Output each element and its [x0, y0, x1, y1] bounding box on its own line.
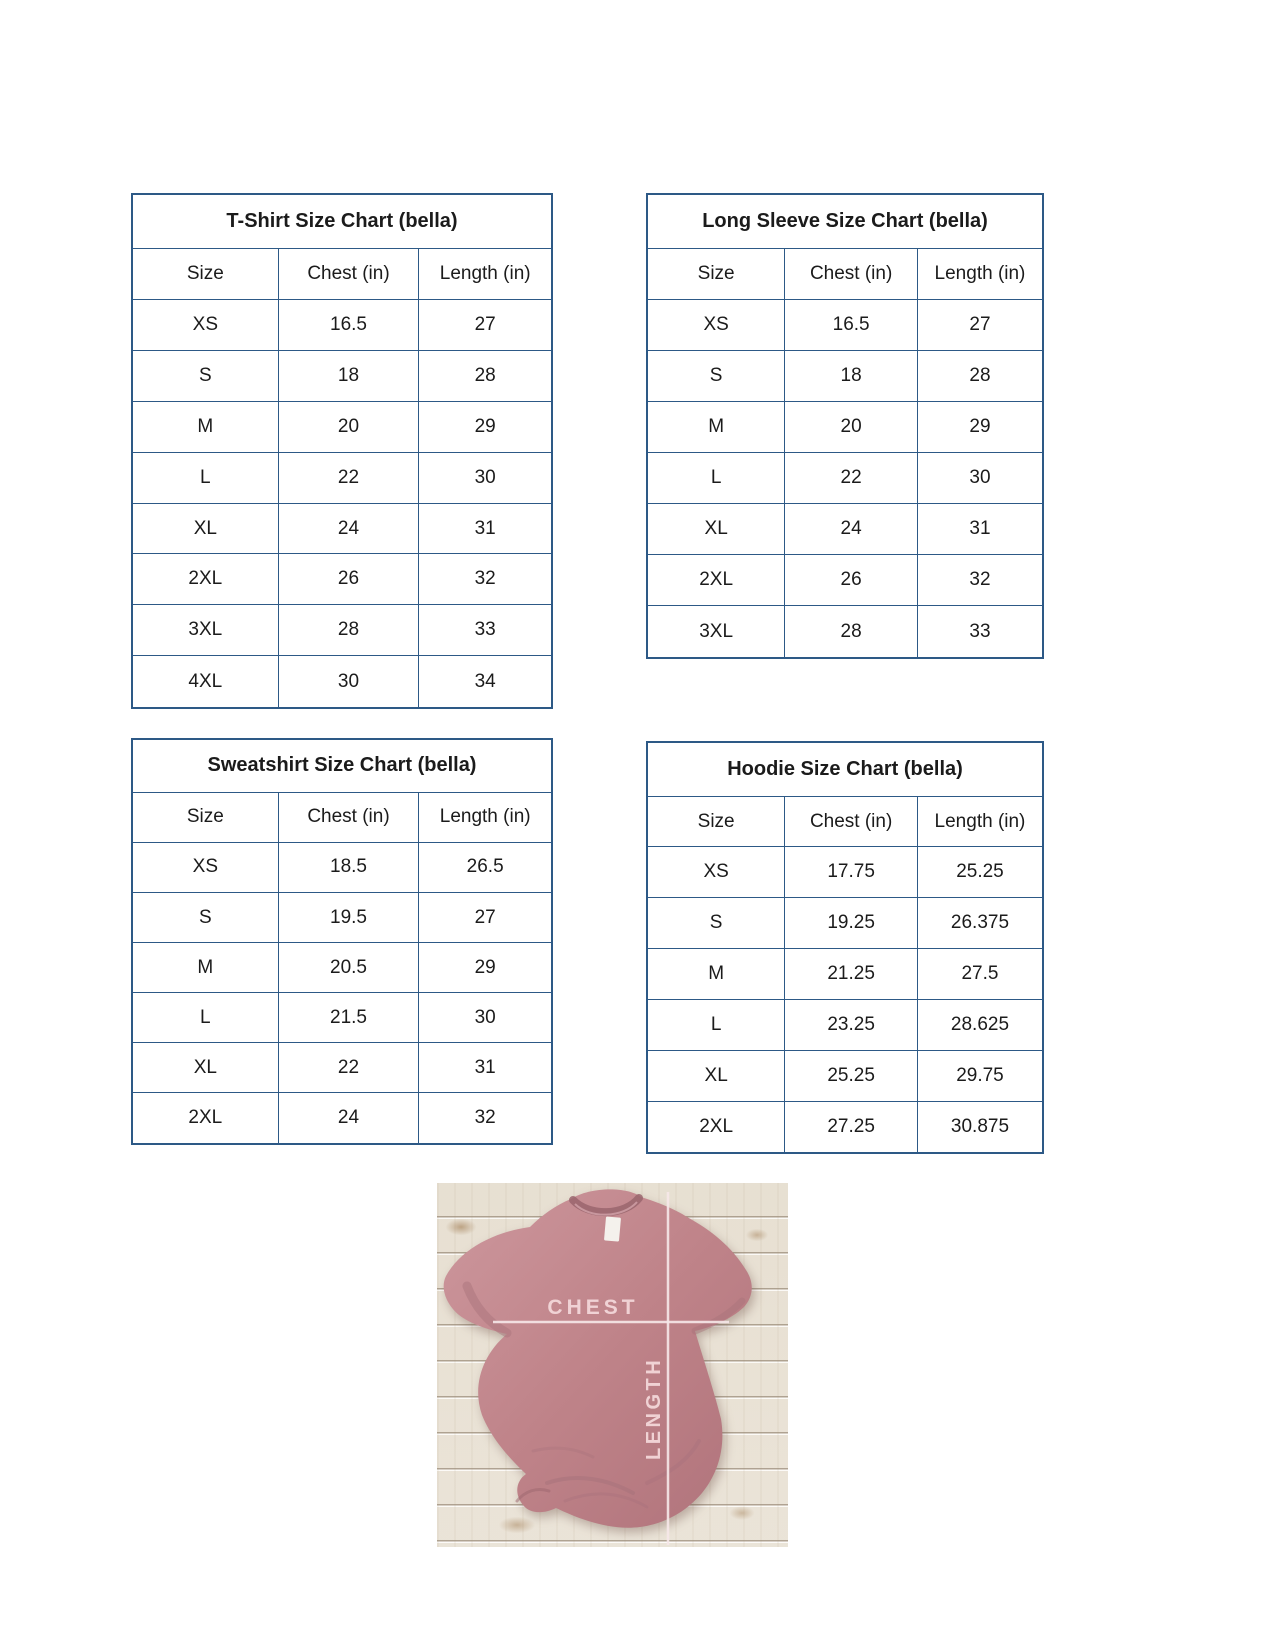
- cell-length: 31: [917, 504, 1043, 555]
- cell-size: XL: [647, 504, 785, 555]
- cell-chest: 18: [785, 350, 918, 401]
- cell-chest: 18.5: [278, 842, 419, 892]
- header-chest: Chest (in): [278, 248, 419, 299]
- cell-chest: 20: [278, 401, 419, 452]
- cell-chest: 26: [278, 554, 419, 605]
- header-chest: Chest (in): [278, 792, 419, 842]
- cell-chest: 16.5: [278, 299, 419, 350]
- table-row: [132, 452, 552, 503]
- table-row: [647, 453, 1043, 504]
- header-size: Size: [647, 248, 785, 299]
- cell-chest: 21.5: [278, 993, 419, 1043]
- cell-chest: 18: [278, 350, 419, 401]
- table-row: [647, 606, 1043, 658]
- cell-size: 3XL: [132, 605, 278, 656]
- table-title-row: [647, 742, 1043, 796]
- cell-size: XS: [647, 299, 785, 350]
- table-header-row: [132, 248, 552, 299]
- cell-length: 28: [917, 350, 1043, 401]
- header-chest: Chest (in): [785, 248, 918, 299]
- table-row: [647, 847, 1043, 898]
- tshirt-size-chart: [131, 193, 553, 709]
- cell-chest: 23.25: [785, 999, 918, 1050]
- table-row: [647, 555, 1043, 606]
- table-row: [132, 893, 552, 943]
- cell-chest: 22: [278, 452, 419, 503]
- cell-length: 30: [419, 993, 552, 1043]
- long-sleeve-size-chart: [646, 193, 1044, 659]
- cell-length: 32: [419, 554, 552, 605]
- table-row: [132, 299, 552, 350]
- cell-length: 27: [917, 299, 1043, 350]
- table-row: [647, 402, 1043, 453]
- cell-size: XL: [647, 1050, 785, 1101]
- cell-size: XL: [132, 503, 278, 554]
- cell-length: 28: [419, 350, 552, 401]
- table-row: [132, 1093, 552, 1144]
- cell-length: 32: [419, 1093, 552, 1144]
- table-row: [132, 605, 552, 656]
- table-row: [132, 350, 552, 401]
- table-title-row: [132, 194, 552, 248]
- table-title-row: [647, 194, 1043, 248]
- header-length: Length (in): [419, 792, 552, 842]
- cell-size: M: [132, 401, 278, 452]
- cell-size: 2XL: [647, 555, 785, 606]
- cell-length: 30: [419, 452, 552, 503]
- table-row: [132, 401, 552, 452]
- cell-size: 3XL: [647, 606, 785, 658]
- cell-chest: 17.75: [785, 847, 918, 898]
- table-title: Sweatshirt Size Chart (bella): [132, 739, 552, 792]
- cell-chest: 21.25: [785, 949, 918, 1000]
- cell-length: 29.75: [917, 1050, 1043, 1101]
- cell-length: 27: [419, 893, 552, 943]
- cell-chest: 25.25: [785, 1050, 918, 1101]
- cell-size: 2XL: [132, 554, 278, 605]
- cell-length: 26.375: [917, 898, 1043, 949]
- table-title: Long Sleeve Size Chart (bella): [647, 194, 1043, 248]
- cell-size: S: [647, 898, 785, 949]
- cell-chest: 24: [785, 504, 918, 555]
- cell-size: S: [647, 350, 785, 401]
- table-row: [647, 299, 1043, 350]
- cell-length: 29: [419, 401, 552, 452]
- table-row: [132, 842, 552, 892]
- cell-size: M: [647, 949, 785, 1000]
- cell-chest: 30: [278, 656, 419, 708]
- cell-chest: 22: [278, 1043, 419, 1093]
- header-chest: Chest (in): [785, 796, 918, 847]
- tshirt-graphic: [437, 1183, 788, 1547]
- cell-size: S: [132, 350, 278, 401]
- cell-chest: 19.5: [278, 893, 419, 943]
- table-header-row: [132, 792, 552, 842]
- header-length: Length (in): [419, 248, 552, 299]
- cell-chest: 28: [785, 606, 918, 658]
- table-row: [647, 1101, 1043, 1153]
- neck-tag: [604, 1216, 621, 1241]
- table-title: T-Shirt Size Chart (bella): [132, 194, 552, 248]
- table-row: [647, 1050, 1043, 1101]
- cell-length: 28.625: [917, 999, 1043, 1050]
- header-length: Length (in): [917, 796, 1043, 847]
- cell-size: M: [647, 402, 785, 453]
- table-title-row: [132, 739, 552, 792]
- cell-chest: 20: [785, 402, 918, 453]
- table-row: [647, 898, 1043, 949]
- length-label: LENGTH: [643, 1356, 665, 1460]
- header-size: Size: [132, 248, 278, 299]
- table-row: [132, 943, 552, 993]
- cell-size: XL: [132, 1043, 278, 1093]
- cell-length: 27.5: [917, 949, 1043, 1000]
- cell-size: L: [132, 452, 278, 503]
- cell-length: 25.25: [917, 847, 1043, 898]
- tshirt-body: [444, 1189, 752, 1527]
- sweatshirt-size-chart: [131, 738, 553, 1145]
- table-row: [647, 949, 1043, 1000]
- cell-chest: 16.5: [785, 299, 918, 350]
- cell-size: XS: [647, 847, 785, 898]
- cell-length: 32: [917, 555, 1043, 606]
- cell-size: L: [647, 999, 785, 1050]
- cell-length: 29: [917, 402, 1043, 453]
- table-row: [132, 1043, 552, 1093]
- cell-length: 30.875: [917, 1101, 1043, 1153]
- table-row: [132, 554, 552, 605]
- table-row: [132, 993, 552, 1043]
- cell-length: 31: [419, 503, 552, 554]
- cell-length: 30: [917, 453, 1043, 504]
- cell-length: 34: [419, 656, 552, 708]
- cell-size: XS: [132, 299, 278, 350]
- table-row: [647, 350, 1043, 401]
- cell-size: L: [132, 993, 278, 1043]
- cell-size: L: [647, 453, 785, 504]
- table-header-row: [647, 248, 1043, 299]
- cell-length: 31: [419, 1043, 552, 1093]
- cell-chest: 27.25: [785, 1101, 918, 1153]
- cell-chest: 24: [278, 1093, 419, 1144]
- cell-chest: 26: [785, 555, 918, 606]
- cell-chest: 19.25: [785, 898, 918, 949]
- cell-size: S: [132, 893, 278, 943]
- cell-chest: 28: [278, 605, 419, 656]
- cell-length: 29: [419, 943, 552, 993]
- table-row: [647, 999, 1043, 1050]
- hoodie-size-chart: [646, 741, 1044, 1154]
- cell-size: XS: [132, 842, 278, 892]
- table-title: Hoodie Size Chart (bella): [647, 742, 1043, 796]
- cell-chest: 24: [278, 503, 419, 554]
- cell-size: 2XL: [132, 1093, 278, 1144]
- table-header-row: [647, 796, 1043, 847]
- table-row: [647, 504, 1043, 555]
- cell-size: 4XL: [132, 656, 278, 708]
- cell-size: 2XL: [647, 1101, 785, 1153]
- table-row: [132, 656, 552, 708]
- chest-label: CHEST: [547, 1296, 639, 1319]
- cell-size: M: [132, 943, 278, 993]
- cell-chest: 22: [785, 453, 918, 504]
- cell-chest: 20.5: [278, 943, 419, 993]
- header-size: Size: [132, 792, 278, 842]
- cell-length: 27: [419, 299, 552, 350]
- header-size: Size: [647, 796, 785, 847]
- shirt-measurement-photo: [437, 1183, 788, 1547]
- cell-length: 26.5: [419, 842, 552, 892]
- cell-length: 33: [917, 606, 1043, 658]
- header-length: Length (in): [917, 248, 1043, 299]
- cell-length: 33: [419, 605, 552, 656]
- table-row: [132, 503, 552, 554]
